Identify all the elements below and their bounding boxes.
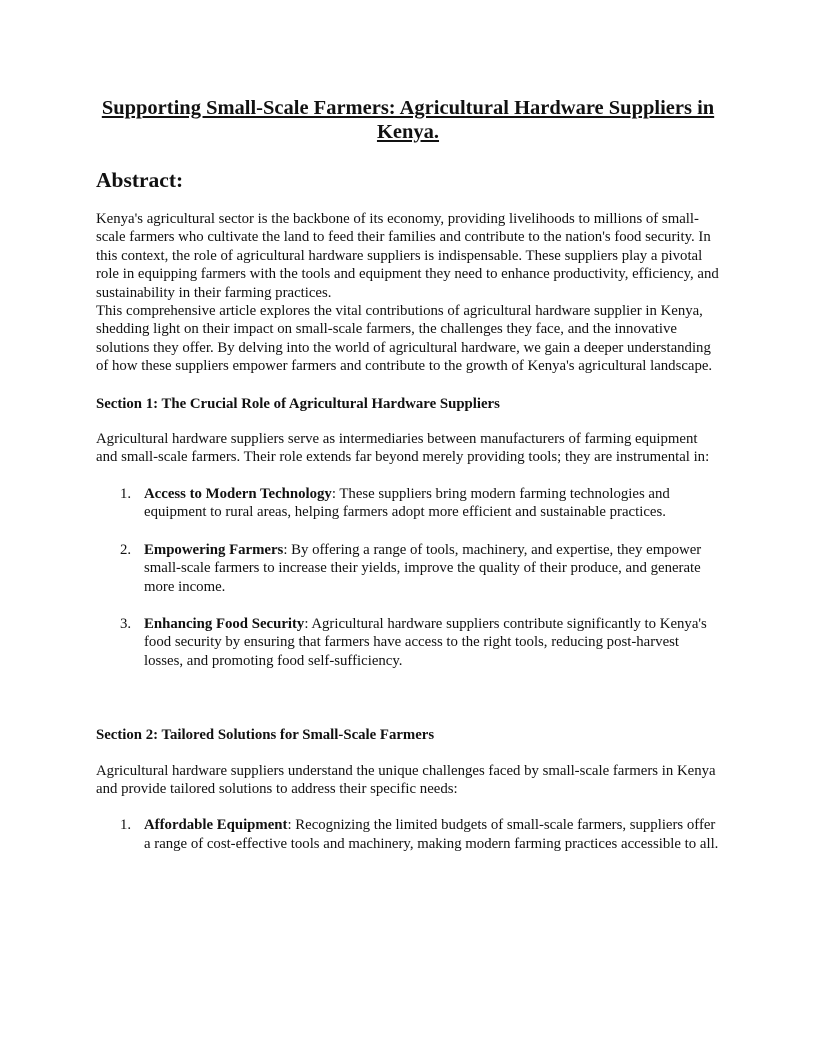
list-item-term: Access to Modern Technology — [144, 485, 332, 502]
section-2-intro: Agricultural hardware suppliers understand the unique challenges faced by small-scale farmers in Kenya and provide tailored solutions to address their specific needs: — [96, 762, 716, 797]
list-item-number: 1. — [120, 817, 132, 834]
list-item-text: : Agricultural hardware suppliers contribute significantly to Kenya's food security by ensuring that farmers have access to the right tools, reducing post-harvest losses, and promoting food self-sufficiency. — [144, 615, 707, 669]
list-item — [96, 615, 720, 670]
list-item-number: 2. — [120, 541, 132, 558]
list-item-text: : By offering a range of tools, machinery, and expertise, they empower small-scale farmers to increase their yields, improve the quality of their produce, and generate more income. — [144, 541, 702, 595]
document-title: Supporting Small-Scale Farmers: Agricultural Hardware Suppliers in Kenya. — [101, 97, 715, 143]
list-item-number: 1. — [120, 485, 132, 502]
abstract-paragraph-1: Kenya's agricultural sector is the backbone of its economy, providing livelihoods to millions of small-scale farmers who cultivate the land to feed their families and contribute to the nation's food security. In this context, the role of agricultural hardware suppliers is indispensable. These suppliers play a pivotal role in equipping farmers with the tools and equipment they need to enhance productivity, efficiency, and sustainability in their farming practices. — [96, 211, 719, 301]
abstract-heading: Abstract: — [96, 168, 184, 192]
list-item — [96, 541, 720, 596]
section-1-list — [96, 485, 720, 670]
document-page — [96, 96, 720, 872]
list-item — [96, 485, 720, 522]
list-item-term: Enhancing Food Security — [144, 615, 305, 632]
list-item-number: 3. — [120, 615, 132, 632]
list-item-text: : These suppliers bring modern farming technologies and equipment to rural areas, helping farmers adopt more efficient and sustainable practices. — [144, 485, 670, 521]
abstract-paragraph-2: This comprehensive article explores the vital contributions of agricultural hardware supplier in Kenya, shedding light on their impact on small-scale farmers, the challenges they face, and the innovative solutions they offer. By delving into the world of agricultural hardware, we gain a deeper understanding of how these suppliers empower farmers and contribute to the growth of Kenya's agricultural landscape. — [96, 303, 713, 375]
list-item-text: : Recognizing the limited budgets of small-scale farmers, suppliers offer a range of cost-effective tools and machinery, making modern farming practices accessible to all. — [144, 817, 719, 852]
section-1-intro: Agricultural hardware suppliers serve as intermediaries between manufacturers of farming equipment and small-scale farmers. Their role extends far beyond merely providing tools; they are instrumental in: — [96, 431, 710, 466]
list-item — [96, 816, 720, 853]
list-item-term: Empowering Farmers — [144, 541, 284, 558]
list-item-term: Affordable Equipment — [144, 817, 288, 834]
section-2-heading: Section 2: Tailored Solutions for Small-Scale Farmers — [96, 727, 435, 744]
section-1-heading: Section 1: The Crucial Role of Agricultural Hardware Suppliers — [96, 395, 500, 412]
section-2-list — [96, 816, 720, 853]
